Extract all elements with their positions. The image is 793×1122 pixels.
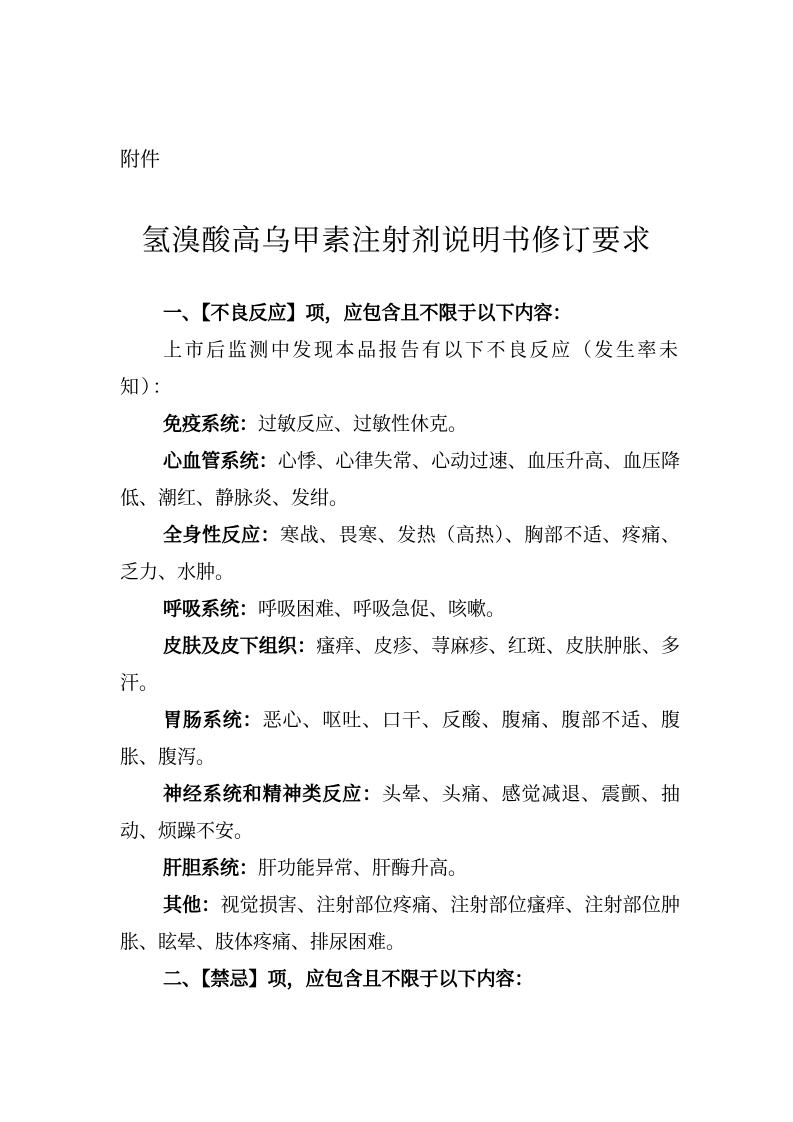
reaction-term: 神经系统和精神类反应：: [163, 783, 383, 805]
section-heading-adverse-reactions: 一、【不良反应】项，应包含且不限于以下内容：: [163, 302, 572, 324]
reaction-item-respiratory: [120, 591, 680, 628]
reaction-text: 呼吸困难、呼吸急促、咳嗽。: [258, 598, 506, 620]
reaction-text: 恶心、呕吐、口干、反酸、腹痛、腹部不适、腹胀、腹泻。: [120, 709, 680, 768]
reaction-text: 视觉损害、注射部位疼痛、注射部位瘙痒、注射部位肿胀、眩晕、肢体疼痛、排尿困难。: [120, 894, 680, 953]
reaction-item-systemic: [120, 517, 680, 591]
reaction-term: 胃肠系统：: [163, 709, 263, 731]
reaction-term: 其他：: [163, 894, 221, 916]
reaction-term: 皮肤及皮下组织：: [163, 635, 317, 657]
document-body: [120, 295, 680, 998]
document-title: 氢溴酸高乌甲素注射剂说明书修订要求: [141, 223, 652, 257]
reaction-item-immune: [120, 406, 680, 443]
reaction-item-nervous: [120, 776, 680, 850]
reaction-text: 瘙痒、皮疹、荨麻疹、红斑、皮肤肿胀、多汗。: [120, 635, 680, 694]
reaction-item-gastrointestinal: [120, 702, 680, 776]
reaction-item-hepatobiliary: [120, 850, 680, 887]
reaction-term: 心血管系统：: [163, 450, 278, 472]
reaction-text: 过敏反应、过敏性休克。: [258, 413, 468, 435]
reaction-term: 免疫系统：: [163, 413, 259, 435]
reaction-term: 全身性反应：: [163, 524, 281, 546]
reaction-item-cardiovascular: [120, 443, 680, 517]
reaction-text: 心悸、心律失常、心动过速、血压升高、血压降低、潮红、静脉炎、发绀。: [120, 450, 680, 509]
reaction-text: 肝功能异常、肝酶升高。: [258, 857, 468, 879]
reaction-text: 寒战、畏寒、发热（高热）、胸部不适、疼痛、乏力、水肿。: [120, 524, 680, 583]
attachment-label: 附件: [120, 147, 160, 171]
reaction-term: 肝胆系统：: [163, 857, 259, 879]
reaction-item-other: [120, 887, 680, 961]
reaction-item-skin: [120, 628, 680, 702]
reaction-text: 头晕、头痛、感觉减退、震颤、抽动、烦躁不安。: [120, 783, 680, 842]
adverse-reactions-intro: 上市后监测中发现本品报告有以下不良反应（发生率未知）：: [120, 339, 680, 398]
section-heading-contraindications: 二、【禁忌】项，应包含且不限于以下内容：: [163, 968, 534, 990]
reaction-term: 呼吸系统：: [163, 598, 259, 620]
